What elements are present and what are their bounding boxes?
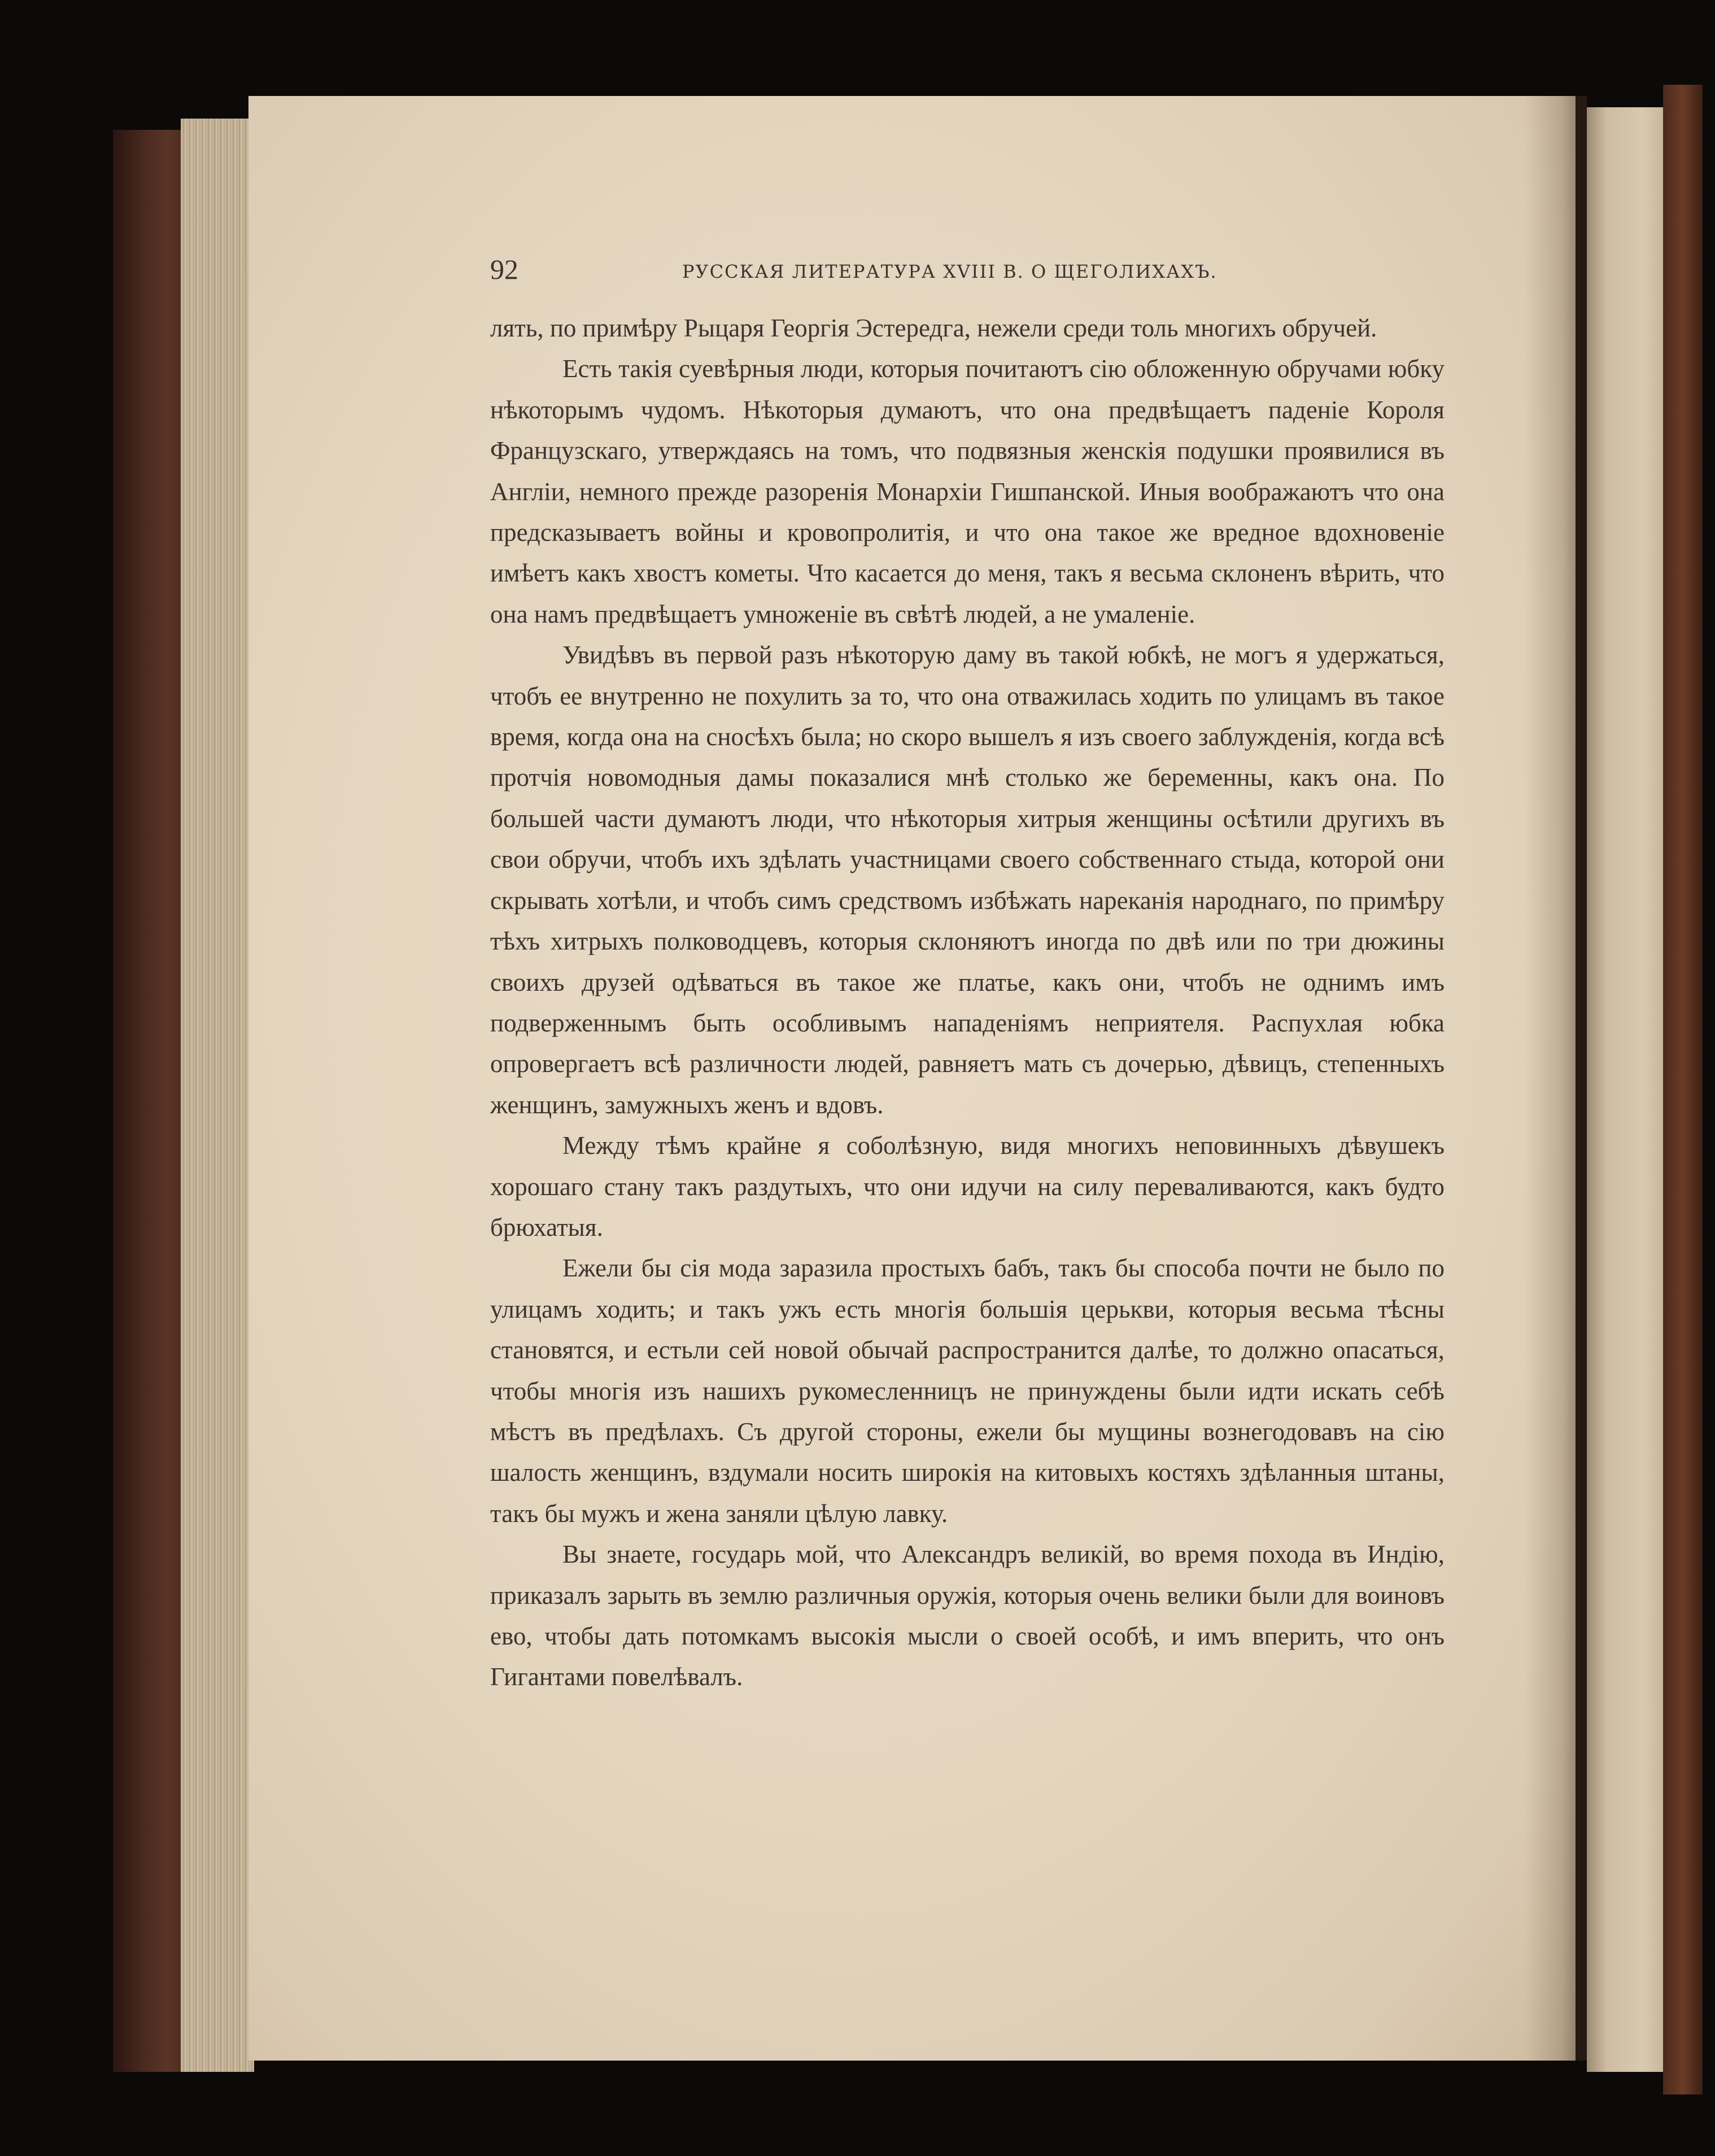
running-head: РУССКАЯ ЛИТЕРАТУРА XVIII В. О ЩЕГОЛИХАХЪ. xyxy=(682,261,1217,282)
page-number: 92 xyxy=(490,253,518,285)
paragraph: Есть такія суевѣрныя люди, которыя почитаютъ сію обложенную обручами юбку нѣкоторымъ чудомъ. Нѣкоторыя думаютъ, что она предвѣщаетъ паденіе Короля Французскаго, утверждаясь на томъ, что подвязныя женскія подушки проявилися въ Англіи, немного прежде разоренія Монархіи Гишпанской. Иныя воображаютъ что она предсказываетъ войны и кровопролитія, и что она такое же вредное вдохновеніе имѣетъ какъ хвостъ кометы. Что касается до меня, такъ я весьма склоненъ вѣрить, что она намъ предвѣщаетъ умноженіе въ свѣтѣ людей, а не умаленіе. xyxy=(490,355,1445,628)
page-edges xyxy=(181,119,254,2072)
gutter-shadow xyxy=(1525,96,1587,2061)
body-text xyxy=(490,308,1445,1698)
page-header xyxy=(490,253,1450,292)
paragraph: Между тѣмъ крайне я соболѣзную, видя многихъ неповинныхъ дѣвушекъ хорошаго стану такъ раздутыхъ, что они идучи на силу переваливаются, какъ будто брюхатыя. xyxy=(490,1131,1445,1241)
book-cover-right-edge xyxy=(1663,85,1703,2094)
paragraph: Увидѣвъ въ первой разъ нѣкоторую даму въ такой юбкѣ, не могъ я удержаться, чтобъ ее внутренно не похулить за то, что она отважилась ходить по улицамъ въ такое время, когда она на сносѣхъ была; но скоро вышелъ я изъ своего заблужденія, когда всѣ протчія новомодныя дамы показалися мнѣ столько же беременны, какъ она. По большей части думаютъ люди, что нѣкоторыя хитрыя женщины осѣтили другихъ въ свои обручи, чтобъ ихъ здѣлать участницами своего собственнаго стыда, которой они скрывать хотѣли, и чтобъ симъ средствомъ избѣжать нареканія народнаго, по примѣру тѣхъ хитрыхъ полководцевъ, которыя склоняютъ иногда по двѣ или по три дюжины своихъ друзей одѣваться въ такое же платье, какъ они, чтобъ не однимъ имъ подверженнымъ быть особливымъ нападеніямъ неприятеля. Распухлая юбка опровергаетъ всѣ различности людей, равняетъ мать съ дочерью, дѣвицъ, степенныхъ женщинъ, замужныхъ женъ и вдовъ. xyxy=(490,641,1445,1119)
facing-page-sliver xyxy=(1587,107,1666,2072)
paragraph: Вы знаете, государь мой, что Александръ великій, во время похода въ Индію, приказалъ зарыть въ землю различныя оружія, которыя очень велики были для воиновъ ево, чтобы дать потомкамъ высокія мысли о своей особѣ, и имъ вперить, что онъ Гигантами повелѣвалъ. xyxy=(490,1540,1445,1691)
paragraph: Ежели бы сія мода заразила простыхъ бабъ, такъ бы способа почти не было по улицамъ ходить; и такъ ужъ есть многія большія церькви, которыя весьма тѣсны становятся, и естьли сей новой обычай распространится далѣе, то должно опасаться, чтобы многія изъ нашихъ рукомесленницъ не принуждены были идти искать себѣ мѣстъ въ предѣлахъ. Съ другой стороны, ежели бы мущины вознегодовавъ на сію шалость женщинъ, вздумали носить широкія на китовыхъ костяхъ здѣланныя штаны, такъ бы мужъ и жена заняли цѣлую лавку. xyxy=(490,1254,1445,1528)
paragraph: лять, по примѣру Рыцаря Георгія Эстередга, нежели среди толь многихъ обручей. xyxy=(490,314,1377,342)
